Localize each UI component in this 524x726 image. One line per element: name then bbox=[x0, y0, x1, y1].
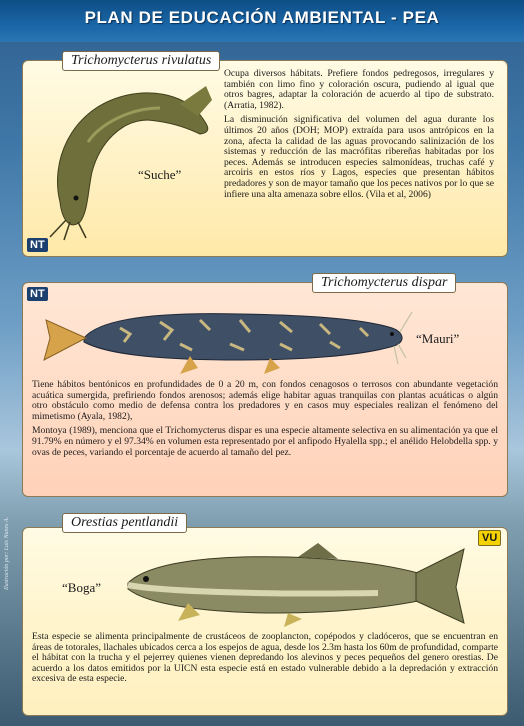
mauri-fish-illustration bbox=[40, 298, 420, 380]
common-name: “Suche” bbox=[138, 167, 182, 182]
status-badge: NT bbox=[27, 238, 48, 252]
species-description bbox=[32, 380, 498, 462]
species-name: Trichomycterus rivulatus bbox=[62, 51, 220, 71]
species-name: Trichomycterus dispar bbox=[312, 273, 456, 293]
species-description bbox=[224, 69, 494, 204]
species-name: Orestias pentlandii bbox=[62, 513, 187, 533]
common-name: “Boga” bbox=[62, 580, 101, 595]
page-title: PLAN DE EDUCACIÓN AMBIENTAL - PEA bbox=[84, 8, 440, 27]
common-name: “Mauri” bbox=[416, 331, 460, 346]
paragraph: Ocupa diversos hábitats. Prefiere fondos pedregosos, irregulares y también con limo fino y coloración oscura, pudiendo al igual que otros bagres, adaptar la coloración de acuerdo al tipo de substrato. (Arratia, 1982). bbox=[224, 68, 494, 111]
species-description bbox=[32, 632, 498, 689]
paragraph: La disminución significativa del volumen del agua durante los últimos 20 años (DOH; MOP) extraída para usos antrópicos en la zona, afecta la calidad de las aguas provocando salinización de los sistemas y reducción de las macrófitas ribereñas habitadas por los peces. Además se introducen especies salmonídeas, truchas café y arcoiris en estos ríos y Lagos, especies que presentan hábitos predadores y son de mayor tamaño que los peces nativos por lo que se infiere una alta amenaza sobre ellos. (Vila et al, 2006) bbox=[224, 114, 494, 200]
paragraph: Esta especie se alimenta principalmente de crustáceos de zooplancton, copépodos y cladóceros, que se encuentran en áreas de totorales, llachales ubicados cerca a los espejos de agua, desde los 2.3m hasta los 60m de profundidad, comparte el hábitat con la trucha y el pejerrey quienes vienen depredando los alevinos y peces pequeños del genero orestias. De acuerdo a los datos emitidos por la UICN esta especie está en estado vulnerable debido a la depredación y extracción excesiva de esta especie. bbox=[32, 631, 498, 685]
status-badge: NT bbox=[27, 287, 48, 301]
paragraph: Montoya (1989), menciona que el Trichomycterus dispar es una especie altamente selectiva en su alimentación ya que el 91.79% en número y el 97.34% en volumen esta representado por el anfipodo Hyalella spp.; el anélido Helobdella spp. y ovas de peces, variando el porcentaje de acuerdo al tamaño del pez. bbox=[32, 425, 498, 458]
suche-fish-illustration bbox=[30, 72, 220, 242]
photo-credit: Ilustración por: Luis Nunes A. bbox=[4, 516, 10, 590]
paragraph: Tiene hábitos bentónicos en profundidades de 0 a 20 m, con fondos cenagosos o terrosos con abundante vegetación acuática sumergida, prefiriendo fondos arenosos; además elige habitar aguas tranquilas con plantas acuáticas o algún otro obstáculo como medio de defensa contra los predadores y en casos muy especiales realizan el fenómeno del mimetismo (Ayala, 1982), bbox=[32, 379, 498, 422]
boga-fish-illustration bbox=[118, 543, 468, 628]
status-badge: VU bbox=[478, 530, 501, 546]
